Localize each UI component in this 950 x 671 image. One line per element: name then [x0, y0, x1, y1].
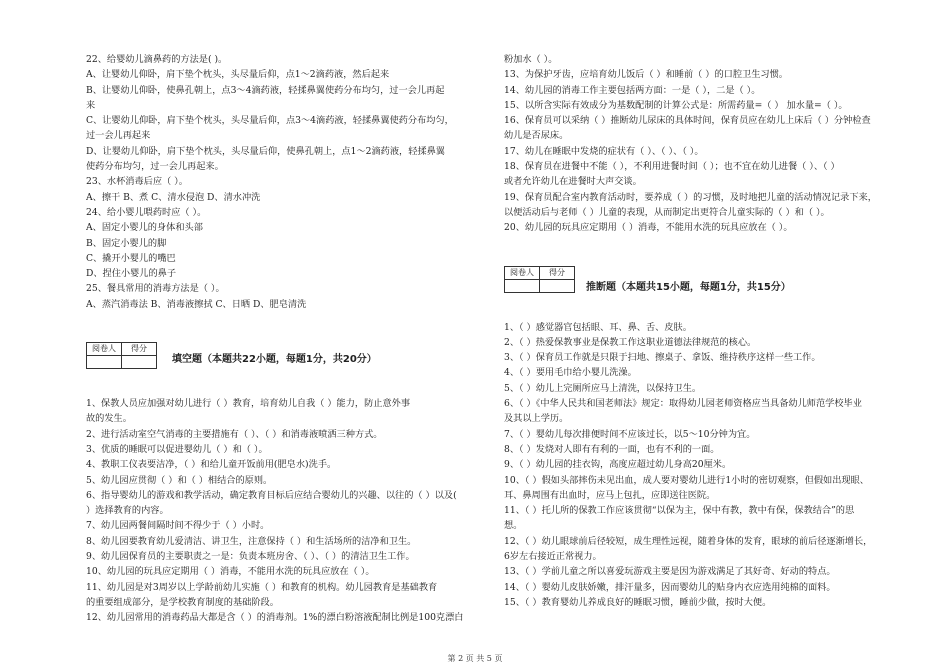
text-line: 16、保育员可以采纳（ ）推断幼儿尿床的具体时间，保育员应在幼儿上床后（ ）分钟检查: [504, 115, 871, 127]
text-line: 25、餐具常用的消毒方法是（ ）。: [86, 283, 225, 295]
reviewer-label: 阅卷人: [87, 343, 122, 356]
text-line: 3、优质的睡眠可以促进婴幼儿（ ）和（ ）。: [86, 443, 268, 455]
left-column: [86, 52, 486, 626]
text-line: 12、幼儿园常用的消毒药品大都是含（ ）的消毒剂。1%的漂白粉溶液配制比例是100克漂白: [86, 612, 464, 624]
text-line: 10、（ ）假如头部摔伤未见出血，成人要对婴幼儿进行1小时的密切观察，但假如出现眼、: [504, 474, 869, 486]
text-line: A、擦干 B、煮 C、清水侵泡 D、清水冲洗: [86, 191, 261, 203]
score-cell: [540, 279, 575, 292]
reviewer-label: 阅卷人: [505, 266, 540, 279]
text-line: 23、水杯消毒后应（ ）。: [86, 176, 188, 188]
text-line: A、固定小婴儿的身体和头部: [86, 222, 203, 234]
text-line: 6岁左右接近正常视力。: [504, 551, 602, 563]
text-line: A、蒸汽消毒法 B、消毒液擦拭 C、日晒 D、肥皂清洗: [86, 298, 307, 310]
text-line: 14、（ ）婴幼儿皮肤娇嫩，排汗量多，因而婴幼儿的贴身内衣应选用纯棉的面料。: [504, 581, 836, 593]
page-number: 第 2 页 共 5 页: [447, 654, 503, 663]
text-line: 6、（ ）《中华人民共和国老师法》规定：取得幼儿园老师资格应当具备幼儿师范学校毕业: [504, 398, 862, 410]
text-line: 13、（ ）学前儿童之所以喜爱玩游戏主要是因为游戏满足了其好奇、好动的特点。: [504, 566, 836, 578]
text-line: 过一会儿再起来: [86, 130, 151, 142]
text-line: 18、保育员在进餐中不能（ ），不利用进餐时间（ ）；也不宜在幼儿进餐（ ）、（ ）: [504, 161, 840, 173]
fill-questions-block: [86, 396, 486, 625]
choice-questions-block: [86, 52, 486, 312]
text-line: 24、给小婴儿喂药时应（ ）。: [86, 206, 207, 218]
text-line: 耳、鼻周围有出血时，应马上包扎，应即送往医院。: [504, 489, 716, 501]
text-line: 来: [86, 99, 96, 111]
text-line: 4、教职工仪表要洁净，（ ）和给儿童开饭前用(肥皂水)洗手。: [86, 459, 337, 471]
text-line: B、固定小婴儿的脚: [86, 237, 167, 249]
judge-questions-block: [504, 320, 914, 611]
judge-section-header: [504, 258, 914, 298]
section-title: 推断题（本题共15小题，每题1分，共15分）: [586, 281, 791, 293]
text-line: C、让婴幼儿仰卧，肩下垫个枕头，头尽量后仰，点3～4滴药液，轻揉鼻翼使药分布均匀，: [86, 115, 454, 127]
text-line: 9、（ ）幼儿园的挂衣钩，高度应超过幼儿身高20厘米。: [504, 459, 732, 471]
text-line: 想。: [504, 520, 523, 532]
text-line: 14、幼儿园的消毒工作主要包括两方面：一是（ ），二是（ ）。: [504, 84, 761, 96]
text-line: 22、给婴幼儿滴鼻药的方法是( )。: [86, 54, 228, 65]
text-line: 19、保育员配合室内教育活动时，要养成（ ）的习惯，及时地把儿童的活动情况记录下来，: [504, 191, 877, 203]
text-line: 5、幼儿园应贯彻（ ）和（ ）相结合的原则。: [86, 474, 273, 486]
text-line: 9、幼儿园保育员的主要职责之一是：负责本班房舍、（ ）、（ ）的清洁卫生工作。: [86, 551, 415, 563]
text-line: 13、为保护牙齿，应培育幼儿饭后（ ）和睡前（ ）的口腔卫生习惯。: [504, 69, 788, 81]
fill-questions-continued-block: [504, 52, 914, 236]
text-line: 2、进行活动室空气消毒的主要措施有（ ）、（ ）和消毒液喷洒三种方式。: [86, 428, 383, 440]
text-line: 粉加水（ ）。: [504, 54, 558, 65]
text-line: 的重要组成部分，是学校教育制度的基础阶段。: [86, 596, 279, 608]
text-line: 12、（ ）幼儿眼球前后径较短，成生理性远视，随着身体的发育，眼球的前后径逐渐增长，: [504, 535, 873, 547]
score-cell: [122, 356, 157, 369]
text-line: A、让婴幼儿仰卧，肩下垫个枕头，头尽量后仰，点1～2滴药液，然后起来: [86, 69, 390, 81]
text-line: C、撬开小婴儿的嘴巴: [86, 252, 176, 264]
text-line: 1、（ ）感觉器官包括眼、耳、鼻、舌、皮肤。: [504, 321, 692, 333]
text-line: ）选择教育的内容。: [86, 505, 169, 517]
score-box: [504, 266, 575, 293]
score-box: [86, 342, 157, 369]
section-title: 填空题（本题共22小题，每题1分，共20分）: [172, 354, 377, 366]
text-line: 10、幼儿园的玩具应定期用（ ）消毒，不能用水洗的玩具应放在（ ）。: [86, 566, 375, 578]
reviewer-cell: [505, 279, 540, 292]
fill-section-header: [86, 334, 486, 374]
text-line: 及其以上学历。: [504, 413, 569, 425]
reviewer-cell: [87, 356, 122, 369]
text-line: 以便活动后与老师（ ）儿童的表现，从而制定出更符合儿童实际的（ ）和（ ）。: [504, 206, 830, 218]
score-label: 得分: [122, 343, 157, 356]
text-line: 11、幼儿园是对3周岁以上学龄前幼儿实施（ ）和教育的机构。幼儿园教育是基础教育: [86, 581, 438, 593]
text-line: 1、保教人员应加强对幼儿进行（ ）教育，培育幼儿自我（ ）能力，防止意外事: [86, 398, 411, 410]
text-line: 幼儿是否尿床。: [504, 130, 569, 142]
text-line: 11、（ ）托儿所的保教工作应该贯彻“以保为主，保中有教，教中有保，保教结合”的思: [504, 505, 855, 517]
text-line: 7、（ ）婴幼儿每次排便时间不应该过长，以5～10分钟为宜。: [504, 428, 756, 440]
text-line: 故的发生。: [86, 413, 132, 425]
text-line: 20、幼儿园的玩具应定期用（ ）消毒，不能用水洗的玩具应放在（ ）。: [504, 222, 793, 234]
text-line: 或者允许幼儿在进餐时大声交谈。: [504, 176, 642, 188]
text-line: 2、（ ）热爱保教事业是保教工作这职业道德法律规范的核心。: [504, 336, 757, 348]
score-label: 得分: [540, 266, 575, 279]
text-line: B、让婴幼儿仰卧，使鼻孔朝上，点3～4滴药液，轻揉鼻翼使药分布均匀，过一会儿再起: [86, 84, 445, 96]
text-line: D、让婴幼儿仰卧，肩下垫个枕头，头尽量后仰，使鼻孔朝上，点1～2滴药液，轻揉鼻翼: [86, 145, 445, 157]
right-column: [504, 52, 914, 610]
text-line: 17、幼儿在睡眠中发烧的症状有（ ）、（ ）、（ ）。: [504, 145, 704, 157]
text-line: 15、以所含实际有效成分为基数配制的计算公式是：所需药量=（ ） 加水量=（ ）。: [504, 99, 848, 111]
text-line: 4、（ ）要用毛巾给小婴儿洗澡。: [504, 367, 637, 379]
text-line: 5、（ ）幼儿上完厕所应马上清洗，以保持卫生。: [504, 382, 702, 394]
text-line: 15、（ ）教育婴幼儿养成良好的睡眠习惯，睡前少做，按时大便。: [504, 596, 772, 608]
text-line: 8、幼儿园要教育幼儿爱清洁、讲卫生，注意保持（ ）和生活场所的洁净和卫生。: [86, 535, 417, 547]
text-line: 8、（ ）发烧对人即有有利的一面，也有不利的一面。: [504, 443, 720, 455]
text-line: D、捏住小婴儿的鼻子: [86, 268, 177, 280]
text-line: 3、（ ）保育员工作就是只限于扫地、擦桌子、拿饭、维持秩序这样一些工作。: [504, 352, 821, 364]
text-line: 使药分布均匀，过一会儿再起来。: [86, 161, 224, 173]
text-line: 6、指导婴幼儿的游戏和教学活动，确定教育目标后应结合婴幼儿的兴趣、以往的（ ）以及(: [86, 489, 457, 501]
text-line: 7、幼儿园两餐间隔时间不得少于（ ）小时。: [86, 520, 270, 532]
